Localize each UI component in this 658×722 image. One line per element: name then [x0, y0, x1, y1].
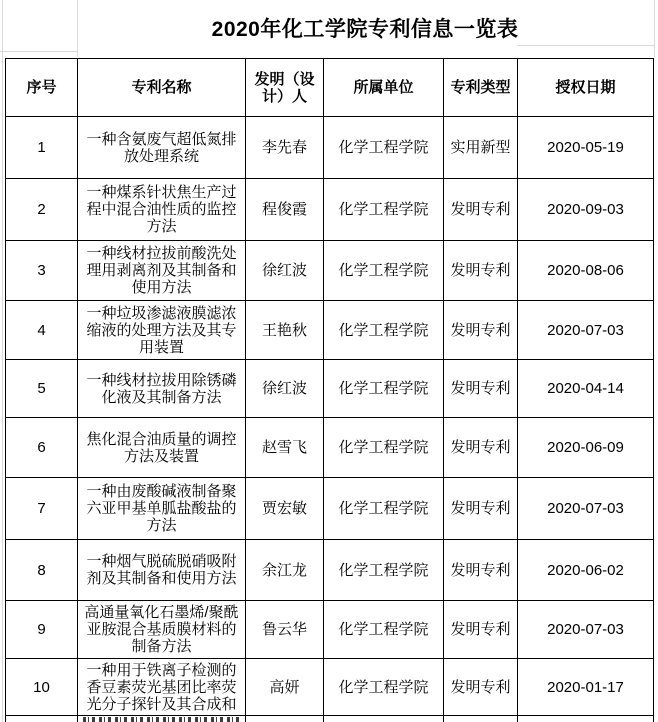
cell-clipped: [324, 716, 444, 722]
gridline-right-edge: [654, 0, 655, 57]
cell-patent-name[interactable]: 焦化混合油质量的调控方法及装置: [78, 418, 246, 478]
cell-unit[interactable]: 化学工程学院: [324, 360, 444, 418]
cell-grant-date[interactable]: 2020-04-14: [518, 360, 654, 418]
cell-inventor[interactable]: 李先春: [246, 117, 324, 179]
cell-patent-name[interactable]: 一种线材拉拔前酸洗处理用剥离剂及其制备和使用方法: [78, 241, 246, 301]
cell-seq[interactable]: 1: [6, 117, 78, 179]
cell-patent-type[interactable]: 实用新型: [444, 117, 518, 179]
cell-grant-date[interactable]: 2020-05-19: [518, 117, 654, 179]
cell-unit[interactable]: 化学工程学院: [324, 301, 444, 360]
cell-unit[interactable]: 化学工程学院: [324, 241, 444, 301]
cell-patent-type[interactable]: 发明专利: [444, 360, 518, 418]
cell-grant-date[interactable]: 2020-06-02: [518, 540, 654, 601]
cell-unit[interactable]: 化学工程学院: [324, 601, 444, 659]
cell-patent-type[interactable]: 发明专利: [444, 301, 518, 360]
cell-patent-name[interactable]: 一种烟气脱硫脱硝吸附剂及其制备和使用方法: [78, 540, 246, 601]
cell-seq[interactable]: 7: [6, 478, 78, 540]
cell-patent-name[interactable]: 一种由废酸碱液制备聚六亚甲基单胍盐酸盐的方法: [78, 478, 246, 540]
table-row: [6, 601, 654, 659]
cell-seq[interactable]: 6: [6, 418, 78, 478]
cell-patent-name[interactable]: 一种垃圾渗滤液膜滤浓缩液的处理方法及其专用装置: [78, 301, 246, 360]
cell-inventor[interactable]: 高妍: [246, 659, 324, 716]
cell-seq[interactable]: 3: [6, 241, 78, 301]
cell-patent-name[interactable]: 一种用于铁离子检测的香豆素荧光基团比率荧光分子探针及其合成和: [78, 659, 246, 716]
cell-patent-name[interactable]: 一种煤系针状焦生产过程中混合油性质的监控方法: [78, 179, 246, 241]
cell-unit[interactable]: 化学工程学院: [324, 659, 444, 716]
cell-inventor[interactable]: 贾宏敏: [246, 478, 324, 540]
cell-seq[interactable]: 5: [6, 360, 78, 418]
cell-patent-type[interactable]: 发明专利: [444, 241, 518, 301]
cell-clipped: [246, 716, 324, 722]
cell-clipped: [444, 716, 518, 722]
cell-seq[interactable]: 10: [6, 659, 78, 716]
cell-grant-date[interactable]: 2020-06-09: [518, 418, 654, 478]
cell-patent-type[interactable]: 发明专利: [444, 418, 518, 478]
cell-inventor[interactable]: 赵雪飞: [246, 418, 324, 478]
cell-grant-date[interactable]: 2020-08-06: [518, 241, 654, 301]
cell-inventor[interactable]: 王艳秋: [246, 301, 324, 360]
header-row: [6, 59, 654, 117]
cell-unit[interactable]: 化学工程学院: [324, 478, 444, 540]
table-row: [6, 540, 654, 601]
cell-patent-type[interactable]: 发明专利: [444, 540, 518, 601]
cell-inventor[interactable]: 徐红波: [246, 241, 324, 301]
cell-unit[interactable]: 化学工程学院: [324, 179, 444, 241]
cell-patent-name[interactable]: 一种线材拉拔用除锈磷化液及其制备方法: [78, 360, 246, 418]
cell-patent-type[interactable]: 发明专利: [444, 478, 518, 540]
cell-inventor[interactable]: 程俊霞: [246, 179, 324, 241]
table-row: [6, 301, 654, 360]
gridline-left-edge: [2, 0, 3, 722]
clipped-row-glyph-tops: [83, 717, 241, 722]
cell-unit[interactable]: 化学工程学院: [324, 117, 444, 179]
gridline-title-left: [0, 51, 78, 52]
page-title: 2020年化工学院专利信息一览表: [211, 18, 519, 41]
header-grant-date[interactable]: 授权日期: [518, 59, 654, 117]
cell-inventor[interactable]: 鲁云华: [246, 601, 324, 659]
cell-patent-name[interactable]: 一种含氨废气超低氮排放处理系统: [78, 117, 246, 179]
cell-grant-date[interactable]: 2020-07-03: [518, 301, 654, 360]
cell-patent-type[interactable]: 发明专利: [444, 601, 518, 659]
cell-seq[interactable]: 4: [6, 301, 78, 360]
cell-seq[interactable]: 2: [6, 179, 78, 241]
table-row: [6, 478, 654, 540]
header-unit[interactable]: 所属单位: [324, 59, 444, 117]
table-row: [6, 241, 654, 301]
cell-seq[interactable]: 9: [6, 601, 78, 659]
table-row: [6, 179, 654, 241]
cell-clipped: [518, 716, 654, 722]
table-row: [6, 418, 654, 478]
patent-table: [5, 58, 654, 722]
cell-inventor[interactable]: 徐红波: [246, 360, 324, 418]
table-row: [6, 659, 654, 716]
cell-grant-date[interactable]: 2020-01-17: [518, 659, 654, 716]
cell-seq[interactable]: 8: [6, 540, 78, 601]
header-patent-type[interactable]: 专利类型: [444, 59, 518, 117]
header-patent-name[interactable]: 专利名称: [78, 59, 246, 117]
cell-inventor[interactable]: 余江龙: [246, 540, 324, 601]
cell-unit[interactable]: 化学工程学院: [324, 540, 444, 601]
table-row: [6, 360, 654, 418]
table-row: [6, 117, 654, 179]
cell-unit[interactable]: 化学工程学院: [324, 418, 444, 478]
cell-grant-date[interactable]: 2020-07-03: [518, 601, 654, 659]
cell-grant-date[interactable]: 2020-07-03: [518, 478, 654, 540]
cell-grant-date[interactable]: 2020-09-03: [518, 179, 654, 241]
header-inventor[interactable]: 发明（设计）人: [246, 59, 324, 117]
cell-patent-type[interactable]: 发明专利: [444, 659, 518, 716]
cell-patent-type[interactable]: 发明专利: [444, 179, 518, 241]
cell-clipped: [6, 716, 78, 722]
cell-patent-name[interactable]: 高通量氧化石墨烯/聚酰亚胺混合基质膜材料的制备方法: [78, 601, 246, 659]
header-seq[interactable]: 序号: [6, 59, 78, 117]
